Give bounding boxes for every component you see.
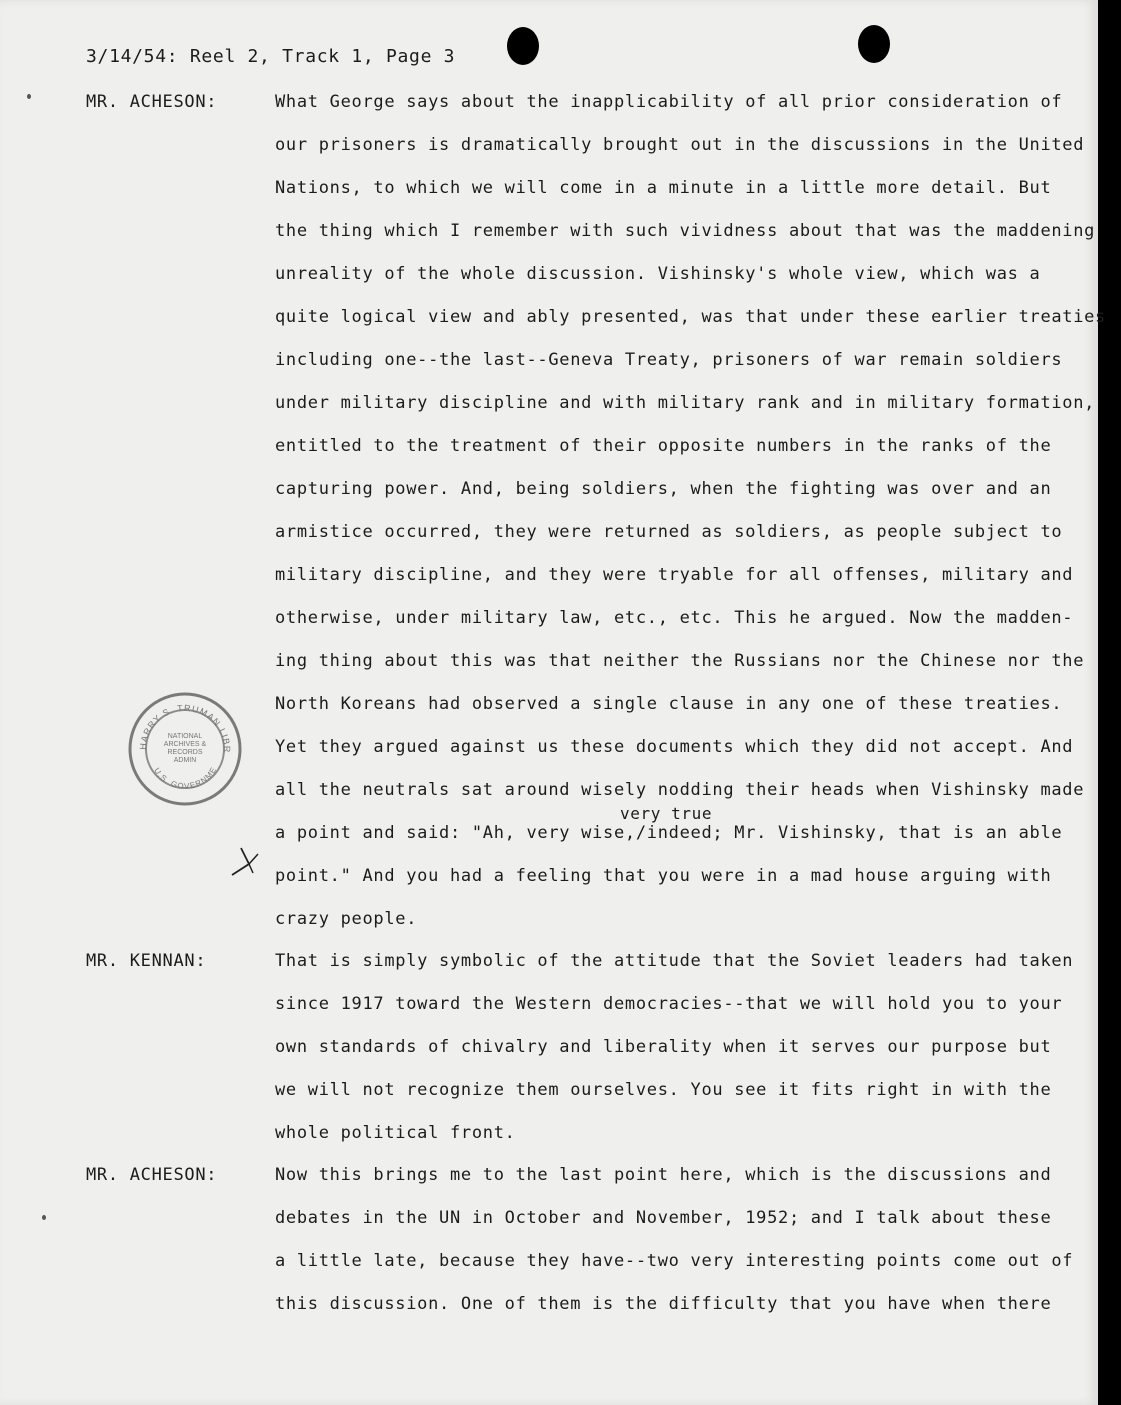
- transcript-line: including one--the last--Geneva Treaty, prisoners of war remain soldiers: [275, 350, 1063, 370]
- transcript-line: Now this brings me to the last point here, which is the discussions and: [275, 1165, 1052, 1185]
- archive-stamp: [126, 690, 244, 808]
- transcript-line: the thing which I remember with such vividness about that was the maddening: [275, 221, 1096, 241]
- transcript-line: under military discipline and with military rank and in military formation,: [275, 393, 1096, 413]
- transcript-line: ing thing about this was that neither the Russians nor the Chinese nor the: [275, 651, 1085, 671]
- transcript-line: quite logical view and ably presented, was that under these earlier treaties: [275, 307, 1107, 327]
- transcript-line: all the neutrals sat around wisely nodding their heads when Vishinsky made: [275, 780, 1085, 800]
- transcript-line: capturing power. And, being soldiers, when the fighting was over and an: [275, 479, 1052, 499]
- speaker-acheson-2: MR. ACHESON:: [86, 1165, 218, 1185]
- page-reference: 3/14/54: Reel 2, Track 1, Page 3: [86, 46, 456, 67]
- transcript-line: debates in the UN in October and November, 1952; and I talk about these: [275, 1208, 1052, 1228]
- punch-hole: [507, 27, 539, 65]
- transcript-line: Nations, to which we will come in a minute in a little more detail. But: [275, 178, 1052, 198]
- transcript-line: armistice occurred, they were returned as soldiers, as people subject to: [275, 522, 1063, 542]
- transcript-line: a little late, because they have--two very interesting points come out of: [275, 1251, 1074, 1271]
- transcript-line: point." And you had a feeling that you were in a mad house arguing with: [275, 866, 1052, 886]
- stamp-inner-text: NATIONAL ARCHIVES & RECORDS ADMIN: [163, 733, 207, 764]
- transcript-line: whole political front.: [275, 1123, 516, 1143]
- transcript-line: since 1917 toward the Western democracies--that we will hold you to your: [275, 994, 1063, 1014]
- transcript-line: this discussion. One of them is the difficulty that you have when there: [275, 1294, 1052, 1314]
- margin-speck: [27, 94, 31, 99]
- transcript-line: North Koreans had observed a single clause in any one of these treaties.: [275, 694, 1063, 714]
- transcript-line: we will not recognize them ourselves. You see it fits right in with the: [275, 1080, 1052, 1100]
- transcript-line: That is simply symbolic of the attitude that the Soviet leaders had taken: [275, 951, 1074, 971]
- transcript-line: our prisoners is dramatically brought out in the discussions in the United: [275, 135, 1085, 155]
- transcript-line: Yet they argued against us these documents which they did not accept. And: [275, 737, 1074, 757]
- stamp-bottom-text: U.S. GOVERNME: [152, 765, 219, 791]
- margin-arrow-mark: [229, 842, 269, 882]
- transcript-line: What George says about the inapplicability of all prior consideration of: [275, 92, 1063, 112]
- transcript-line: military discipline, and they were tryable for all offenses, military and: [275, 565, 1074, 585]
- stamp-ring-text: HARRY S. TRUMAN LIBR: [137, 702, 233, 754]
- handwritten-insertion: very true: [620, 804, 713, 823]
- transcript-line: crazy people.: [275, 909, 418, 929]
- transcript-line: entitled to the treatment of their opposite numbers in the ranks of the: [275, 436, 1052, 456]
- transcript-line: own standards of chivalry and liberality when it serves our purpose but: [275, 1037, 1052, 1057]
- speaker-acheson-1: MR. ACHESON:: [86, 92, 218, 112]
- transcript-line: a point and said: "Ah, very wise,/indeed; Mr. Vishinsky, that is an able: [275, 823, 1063, 843]
- transcript-line: otherwise, under military law, etc., etc. This he argued. Now the madden-: [275, 608, 1074, 628]
- margin-speck: [42, 1215, 46, 1220]
- transcript-line: unreality of the whole discussion. Vishinsky's whole view, which was a: [275, 264, 1041, 284]
- punch-hole: [858, 25, 890, 63]
- speaker-kennan: MR. KENNAN:: [86, 951, 207, 971]
